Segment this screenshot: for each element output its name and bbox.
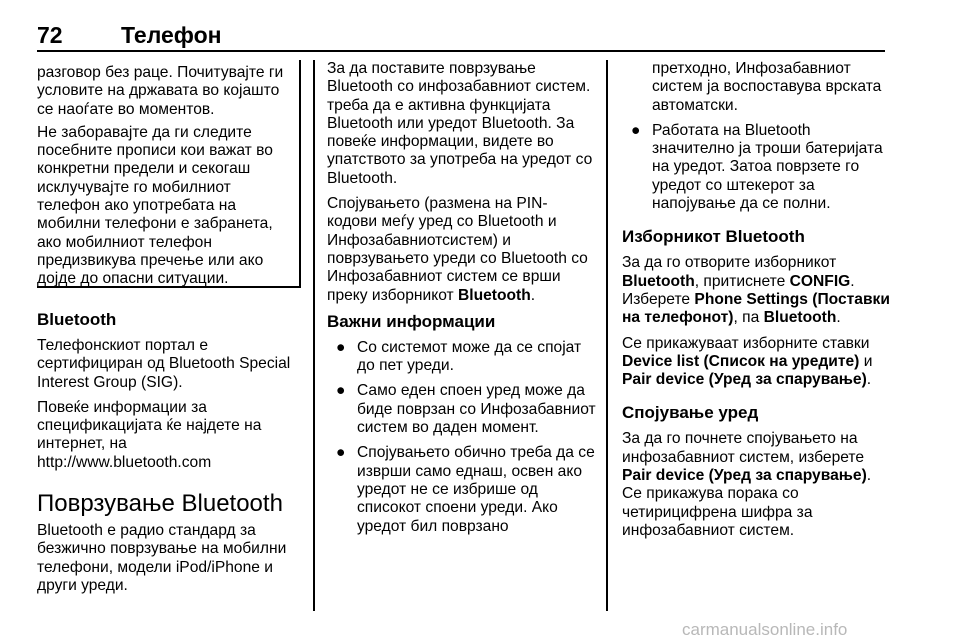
menu-text-4: , па xyxy=(733,309,764,327)
pair-text-1: За да го почнете спојувањето на инфозабавниот систем, изберете xyxy=(622,430,865,466)
list-item xyxy=(327,382,597,437)
important-info-list xyxy=(327,339,597,536)
setup-paragraph: За да поставите поврзување Bluetooth со инфозабавниот систем. треба да е активна функцијата Bluetooth или уредот Bluetooth. За повеќе информации, видете во упатството за употреба на уредот со Bluetooth. xyxy=(327,60,593,187)
pair-bold-pair-device: Pair device (Уред за спарување) xyxy=(622,467,867,485)
list-item-continuation: претходно, Инфозабавниот систем ја воспоставува врската автоматски. xyxy=(652,60,882,114)
list-item xyxy=(327,339,597,376)
menu-text-5: . xyxy=(836,309,841,327)
bluetooth-menu-heading: Изборникот Bluetooth xyxy=(622,227,805,247)
page-number: 72 xyxy=(37,22,63,48)
menu-bold-bluetooth-2: Bluetooth xyxy=(763,309,837,327)
column-3 xyxy=(622,60,892,547)
important-info-heading: Важни информации xyxy=(327,311,496,331)
pairing-text: Спојувањето (размена на PIN-кодови меѓу уред со Bluetooth и Инфозабавниотсистем) и поврзувањето уреди со Bluetooth со Инфозабавниот систем се врши преку изборникот xyxy=(327,195,588,304)
items-text-3: . xyxy=(866,371,872,389)
menu-text-2: , притиснете xyxy=(694,272,790,290)
items-bold-pair-device: Pair device (Уред за спарување) xyxy=(622,371,867,389)
bluetooth-menu-name: Bluetooth xyxy=(458,286,531,304)
bullet-icon: ● xyxy=(336,444,346,462)
items-bold-device-list: Device list (Список на уредите) xyxy=(622,352,860,370)
menu-items-paragraph xyxy=(622,335,892,390)
list-item xyxy=(327,444,597,535)
connection-section-heading: Поврзување Bluetooth xyxy=(37,490,283,518)
menu-text-1: За да го отворите изборникот xyxy=(622,254,837,272)
items-text-2: и xyxy=(859,352,873,370)
bullet-icon: ● xyxy=(336,338,346,356)
menu-paragraph xyxy=(622,254,892,327)
column-divider-left xyxy=(313,60,315,611)
list-item-text: Работата на Bluetooth значително ја троши батеријата на уредот. Затоа поврзете го уредот со штекерот за напојување да се полни. xyxy=(652,121,883,213)
page-header xyxy=(0,0,960,52)
bluetooth-url: http://www.bluetooth.com xyxy=(37,453,212,471)
chapter-title: Телефон xyxy=(121,22,222,48)
pairing-paragraph xyxy=(327,195,597,305)
column-divider-right xyxy=(606,60,608,611)
watermark: carmanualsonline.info xyxy=(682,620,848,639)
battery-list xyxy=(622,122,892,213)
column-1 xyxy=(37,60,301,602)
list-item-text: Со системот може да се спојат до пет уреди. xyxy=(357,338,582,375)
note-paragraph-2: Не заборавајте да ги следите посебните прописи кои важат во конкретни предели и секогаш исклучувајте го мобилниот телефон ако употребата на мобилни телефони е забранета, ако мобилниот телефон предизвикува пречење или ако дојде до опасни ситуации. xyxy=(37,123,273,288)
list-item xyxy=(622,122,892,213)
bullet-icon: ● xyxy=(631,121,641,139)
list-item-text: Само еден споен уред може да биде поврзан со Инфозабавниот систем во даден момент. xyxy=(357,382,596,437)
note-paragraph-1: разговор без раце. Почитувајте ги условите на државата во којашто се наоѓате во моментов. xyxy=(37,64,284,118)
column-2 xyxy=(327,60,597,543)
menu-text-3: . Изберете xyxy=(622,272,855,308)
header-rule xyxy=(37,50,885,52)
menu-bold-config: CONFIG xyxy=(789,272,851,290)
connection-paragraph: Bluetooth е радио стандард за безжично поврзување на мобилни телефони, модели iPod/iPhone и други уреди. xyxy=(37,522,287,594)
pairing-end: . xyxy=(530,286,536,304)
pair-device-heading: Спојување уред xyxy=(622,403,759,423)
pair-text-2: . Се прикажува порака со четирицифрена шифра за инфозабавниот систем. xyxy=(622,467,872,539)
bluetooth-paragraph-2 xyxy=(37,399,301,472)
list-item-text: Спојувањето обично треба да се изврши само еднаш, освен ако уредот не се избрише од списокот споени уреди. Ако уредот бил поврзано xyxy=(357,444,595,535)
items-text-1: Се прикажуваат изборните ставки xyxy=(622,334,870,352)
safety-note-box xyxy=(37,60,301,288)
pair-paragraph xyxy=(622,430,892,540)
bluetooth-heading: Bluetooth xyxy=(37,310,117,329)
menu-bold-phone-settings: Phone Settings (Поставки на телефонот) xyxy=(622,290,890,327)
menu-bold-bluetooth: Bluetooth xyxy=(622,272,695,290)
bullet-icon: ● xyxy=(336,382,346,400)
bluetooth-paragraph-2-text: Повеќе информации за спецификацијата ќе најдете на интернет, на xyxy=(37,398,262,453)
bluetooth-paragraph-1: Телефонскиот портал е сертифициран од Bluetooth Special Interest Group (SIG). xyxy=(37,337,291,391)
